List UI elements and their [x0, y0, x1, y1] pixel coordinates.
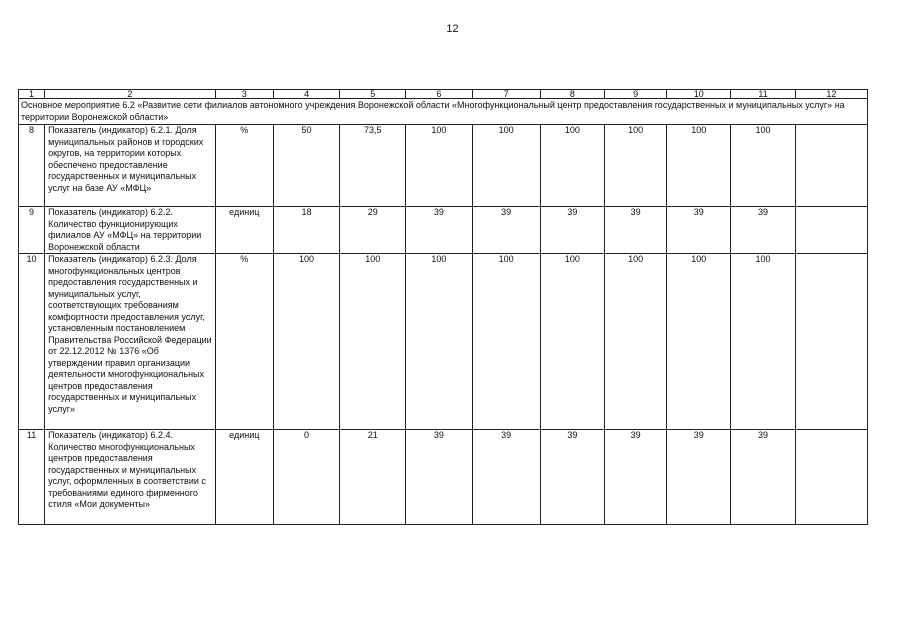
value-cell: 39: [472, 207, 540, 254]
value-cell: 29: [340, 207, 406, 254]
value-cell: [795, 254, 867, 430]
value-cell: 100: [273, 254, 339, 430]
indicator-name: Показатель (индикатор) 6.2.3. Доля многофункциональных центров предоставления государственных и муниципальных услуг, соответствующих требованиям комфортности предоставления услуг, установленным постановлением Правительства Российской Федерации от 22.12.2012 № 1376 «Об утверждении правил организации деятельности многофункциональных центров предоставления государственных и муниципальных услуг»: [45, 254, 216, 430]
value-cell: 100: [731, 254, 795, 430]
value-cell: 50: [273, 125, 339, 207]
table-row: [19, 254, 868, 430]
indicators-table: [18, 89, 868, 525]
section-title: Основное мероприятие 6.2 «Развитие сети филиалов автономного учреждения Воронежской области «Многофункциональный центр предоставления государственных и муниципальных услуг» на территории Воронежской области»: [19, 99, 868, 125]
section-row: [19, 99, 868, 125]
value-cell: 100: [540, 254, 604, 430]
value-cell: 39: [604, 207, 666, 254]
column-number-cell: 2: [45, 90, 216, 99]
unit-cell: единиц: [215, 430, 273, 525]
column-number-row: [19, 90, 868, 99]
unit-cell: %: [215, 254, 273, 430]
table-row: [19, 430, 868, 525]
column-number-cell: 5: [340, 90, 406, 99]
value-cell: 100: [472, 125, 540, 207]
column-number-cell: 10: [667, 90, 731, 99]
value-cell: 21: [340, 430, 406, 525]
unit-cell: единиц: [215, 207, 273, 254]
column-number-cell: 1: [19, 90, 45, 99]
value-cell: [795, 430, 867, 525]
value-cell: 100: [731, 125, 795, 207]
table-row: [19, 125, 868, 207]
indicator-name: Показатель (индикатор) 6.2.1. Доля муниципальных районов и городских округов, на территории которых обеспечено предоставление государственных и муниципальных услуг на базе АУ «МФЦ»: [45, 125, 216, 207]
value-cell: 100: [472, 254, 540, 430]
column-number-cell: 11: [731, 90, 795, 99]
value-cell: 39: [667, 430, 731, 525]
value-cell: 100: [540, 125, 604, 207]
value-cell: 39: [731, 207, 795, 254]
value-cell: 39: [540, 430, 604, 525]
row-number: 11: [19, 430, 45, 525]
value-cell: 39: [731, 430, 795, 525]
value-cell: 39: [406, 207, 472, 254]
column-number-cell: 6: [406, 90, 472, 99]
indicator-name: Показатель (индикатор) 6.2.4. Количество многофункциональных центров предоставления государственных и муниципальных услуг, оформленных в соответствии с требованиями единого фирменного стиля «Мои документы»: [45, 430, 216, 525]
value-cell: [795, 207, 867, 254]
column-number-cell: 7: [472, 90, 540, 99]
column-number-cell: 3: [215, 90, 273, 99]
value-cell: 18: [273, 207, 339, 254]
row-number: 9: [19, 207, 45, 254]
table-row: [19, 207, 868, 254]
value-cell: 100: [406, 125, 472, 207]
column-number-cell: 8: [540, 90, 604, 99]
value-cell: 100: [340, 254, 406, 430]
row-number: 10: [19, 254, 45, 430]
value-cell: 100: [667, 254, 731, 430]
value-cell: 39: [406, 430, 472, 525]
value-cell: [795, 125, 867, 207]
column-number-cell: 12: [795, 90, 867, 99]
value-cell: 100: [406, 254, 472, 430]
column-number-cell: 9: [604, 90, 666, 99]
page-number: 12: [446, 23, 459, 35]
value-cell: 39: [667, 207, 731, 254]
unit-cell: %: [215, 125, 273, 207]
value-cell: 39: [604, 430, 666, 525]
value-cell: 100: [604, 125, 666, 207]
value-cell: 39: [472, 430, 540, 525]
value-cell: 100: [667, 125, 731, 207]
value-cell: 100: [604, 254, 666, 430]
indicator-name: Показатель (индикатор) 6.2.2. Количество функционирующих филиалов АУ «МФЦ» на территории Воронежской области: [45, 207, 216, 254]
value-cell: 73,5: [340, 125, 406, 207]
row-number: 8: [19, 125, 45, 207]
column-number-cell: 4: [273, 90, 339, 99]
value-cell: 0: [273, 430, 339, 525]
value-cell: 39: [540, 207, 604, 254]
